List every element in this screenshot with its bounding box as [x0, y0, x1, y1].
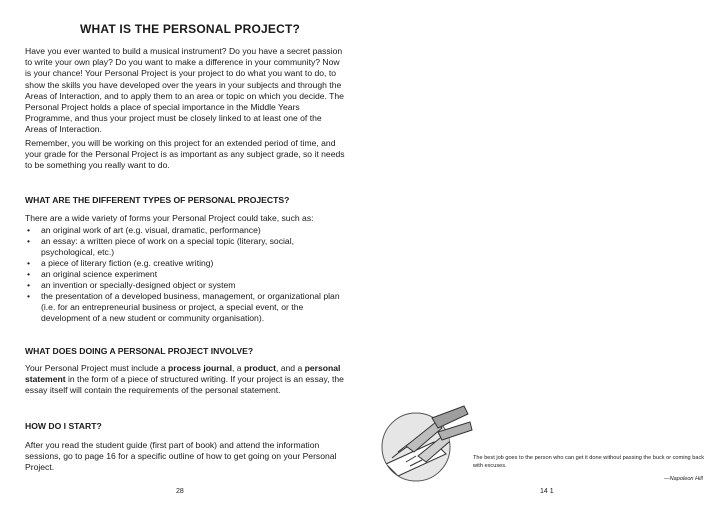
section-heading-types: WHAT ARE THE DIFFERENT TYPES OF PERSONAL PROJECTS? [25, 195, 290, 205]
section-heading-start: HOW DO I START? [25, 421, 102, 431]
involve-paragraph [25, 363, 345, 397]
right-page [364, 0, 728, 515]
product-term: product [243, 363, 276, 373]
list-item: • an original work of art (e.g. visual, dramatic, performance) [25, 225, 347, 236]
involve-text: in the form of a piece of structured writing. If your project is an essay, the essay itself will contain the requirements of the personal statement. [25, 374, 344, 396]
involve-text: , and a [275, 363, 305, 373]
process-journal-term: process journal [168, 363, 232, 373]
involve-text: , a [232, 363, 244, 373]
quote-attribution: —Napoleon Hill [664, 476, 703, 482]
page-number-right: 14 1 [540, 488, 554, 495]
list-item: • an invention or specially-designed object or system [25, 280, 347, 291]
page-title: WHAT IS THE PERSONAL PROJECT? [80, 22, 301, 36]
intro-paragraph-1: Have you ever wanted to build a musical instrument? Do you have a secret passion to write your own play? Do you want to make a difference in your community? Now is your chance! Your Personal Project is your project to do what you want to do, to show the skills you have developed over the years in your subjects and through the Areas of Interaction, and to apply them to an area or topic on which you decide. The Personal Project holds a place of special importance in the Middle Years Programme, and thus your project must be closely linked to at least one of the Areas of Interaction. [25, 46, 344, 135]
types-lead: There are a wide variety of forms your Personal Project could take, such as: [25, 213, 314, 223]
involve-text: Your Personal Project must include a [25, 363, 168, 373]
intro-paragraph-2: Remember, you will be working on this project for an extended period of time, and your grade for the Personal Project is as important as any subject grade, so it needs to be something you really want to do. [25, 138, 345, 171]
quote-text: The best job goes to the person who can get it done without passing the buck or coming back with excuses. [473, 455, 705, 470]
list-item: • an essay: a written piece of work on a special topic (literary, social, psychological, etc.) [25, 236, 347, 258]
section-heading-involve: WHAT DOES DOING A PERSONAL PROJECT INVOLVE? [25, 346, 254, 356]
list-item: • a piece of literary fiction (e.g. creative writing) [25, 258, 347, 269]
types-list [25, 225, 347, 324]
list-item: • an original science experiment [25, 269, 347, 280]
hands-writing-icon [376, 402, 474, 482]
page-number-left: 28 [176, 488, 184, 495]
start-paragraph: After you read the student guide (first part of book) and attend the information sessions, go to page 16 for a specific outline of how to get going on your Personal Project. [25, 440, 337, 473]
list-item: • the presentation of a developed business, management, or organizational plan (i.e. for an entrepreneurial business or project, a special event, or the development of a new student or community organisation). [25, 291, 347, 324]
personal-statement-term: personal statement [25, 363, 341, 385]
